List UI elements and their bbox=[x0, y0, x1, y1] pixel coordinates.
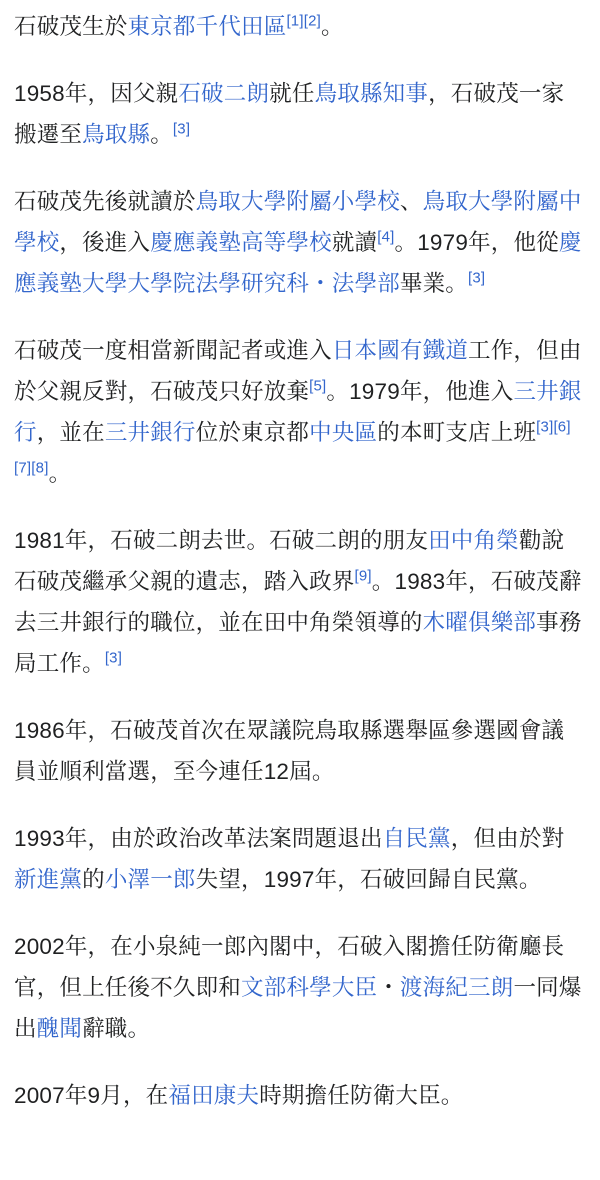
text-run: 2007年9月，在 bbox=[14, 1083, 169, 1108]
article-paragraph bbox=[14, 1075, 586, 1116]
text-run: 1981年，石破二朗去世。石破二朗的朋友 bbox=[14, 528, 429, 553]
text-run: ・ bbox=[377, 975, 400, 1000]
wiki-link[interactable]: 福田康夫 bbox=[168, 1083, 260, 1108]
text-run: 畢業。 bbox=[399, 271, 469, 296]
reference-link[interactable]: [4] bbox=[377, 228, 395, 246]
wiki-link[interactable]: 慶應義塾高等學校 bbox=[150, 230, 332, 255]
reference-link[interactable]: [3] bbox=[536, 418, 554, 436]
text-run: 就任 bbox=[269, 81, 315, 106]
article-paragraph bbox=[14, 926, 586, 1049]
text-run: 。 bbox=[150, 122, 173, 147]
wiki-link[interactable]: 千代田區 bbox=[195, 14, 287, 39]
text-run: 、 bbox=[399, 189, 423, 214]
text-run: 石破茂生於 bbox=[14, 14, 128, 39]
article-paragraph bbox=[14, 181, 586, 304]
text-run: 。1979年，他從 bbox=[394, 230, 559, 255]
text-run: 工作，但由於父親反對，石破茂只好放棄 bbox=[14, 338, 582, 404]
wiki-link[interactable]: 渡海紀三朗 bbox=[399, 975, 514, 1000]
wiki-link[interactable]: 木曜俱樂部 bbox=[422, 610, 537, 635]
text-run: 失望，1997年，石破回歸自民黨。 bbox=[195, 867, 542, 892]
wiki-link[interactable]: 三井銀行 bbox=[14, 379, 582, 445]
wiki-link[interactable]: 鳥取大學附屬小學校 bbox=[195, 189, 400, 214]
wiki-link[interactable]: 鳥取縣知事 bbox=[314, 81, 429, 106]
text-run: 。1979年，他進入 bbox=[326, 379, 514, 404]
text-run: 。 bbox=[48, 461, 72, 486]
text-run: ，石破茂一家搬遷至 bbox=[14, 81, 565, 147]
wiki-link[interactable]: 小澤一郎 bbox=[104, 867, 196, 892]
text-run: 1986年，石破茂首次在眾議院鳥取縣選舉區參選國會議員並順利當選，至今連任12屆。 bbox=[14, 718, 565, 784]
wiki-link[interactable]: 日本國有鐵道 bbox=[331, 338, 469, 363]
wiki-link[interactable]: 醜聞 bbox=[36, 1016, 83, 1041]
article-paragraph bbox=[14, 6, 586, 47]
reference-link[interactable]: [9] bbox=[354, 567, 372, 585]
text-run: ，但由於對 bbox=[450, 826, 565, 851]
reference-link[interactable]: [6] bbox=[553, 418, 571, 436]
wiki-link[interactable]: 慶應義塾大學大學院法學研究科・法學部 bbox=[14, 230, 582, 296]
text-run: 石破茂一度相當新聞記者或進入 bbox=[14, 338, 332, 363]
text-run: 。 bbox=[321, 14, 344, 39]
text-run: 2002年，在小泉純一郎內閣中，石破入閣擔任防衛廳長官，但上任後不久即和 bbox=[14, 934, 565, 1000]
wiki-link[interactable]: 鳥取大學附屬中學校 bbox=[14, 189, 582, 255]
text-run: 。1983年，石破茂辭去三井銀行的職位，並在田中角榮領導的 bbox=[14, 569, 582, 635]
text-run: 石破茂先後就讀於 bbox=[14, 189, 196, 214]
text-run: 1993年，由於政治改革法案問題退出 bbox=[14, 826, 383, 851]
text-run: 一同爆出 bbox=[14, 975, 582, 1041]
article-paragraph bbox=[14, 710, 586, 792]
text-run: 1958年，因父親 bbox=[14, 81, 179, 106]
wiki-link[interactable]: 文部科學大臣 bbox=[241, 975, 378, 1000]
reference-link[interactable]: [2] bbox=[303, 12, 321, 30]
article-paragraph bbox=[14, 818, 586, 900]
wiki-link[interactable]: 中央區 bbox=[309, 420, 378, 445]
article-paragraph bbox=[14, 520, 586, 684]
reference-link[interactable]: [3] bbox=[468, 269, 486, 287]
text-run: 的本町支店上班 bbox=[377, 420, 537, 445]
text-run: ，後進入 bbox=[59, 230, 151, 255]
text-run: 時期擔任防衛大臣。 bbox=[259, 1083, 464, 1108]
article-paragraph bbox=[14, 330, 586, 494]
reference-link[interactable]: [8] bbox=[31, 459, 49, 477]
text-run: 就讀 bbox=[331, 230, 378, 255]
text-run: ，並在 bbox=[36, 420, 105, 445]
wiki-link[interactable]: 三井銀行 bbox=[104, 420, 196, 445]
article-paragraph bbox=[14, 73, 586, 155]
text-run: 位於東京都 bbox=[195, 420, 310, 445]
text-run: 勸說石破茂繼承父親的遺志，踏入政界 bbox=[14, 528, 565, 594]
wiki-link[interactable]: 鳥取縣 bbox=[82, 122, 151, 147]
reference-link[interactable]: [3] bbox=[104, 649, 123, 667]
article-body bbox=[0, 6, 600, 1116]
paragraph-list bbox=[14, 6, 586, 1116]
wiki-link[interactable]: 東京都 bbox=[127, 14, 196, 39]
text-run: 的 bbox=[82, 867, 105, 892]
reference-link[interactable]: [3] bbox=[172, 120, 191, 138]
reference-link[interactable]: [7] bbox=[14, 459, 32, 477]
wiki-link[interactable]: 自民黨 bbox=[382, 826, 451, 851]
wiki-link[interactable]: 新進黨 bbox=[14, 867, 83, 892]
text-run: 事務局工作。 bbox=[14, 610, 582, 676]
wiki-link[interactable]: 石破二朗 bbox=[178, 81, 270, 106]
reference-link[interactable]: [5] bbox=[309, 377, 327, 395]
text-run: 辭職。 bbox=[82, 1016, 151, 1041]
reference-link[interactable]: [1] bbox=[286, 12, 304, 30]
wiki-link[interactable]: 田中角榮 bbox=[428, 528, 519, 553]
